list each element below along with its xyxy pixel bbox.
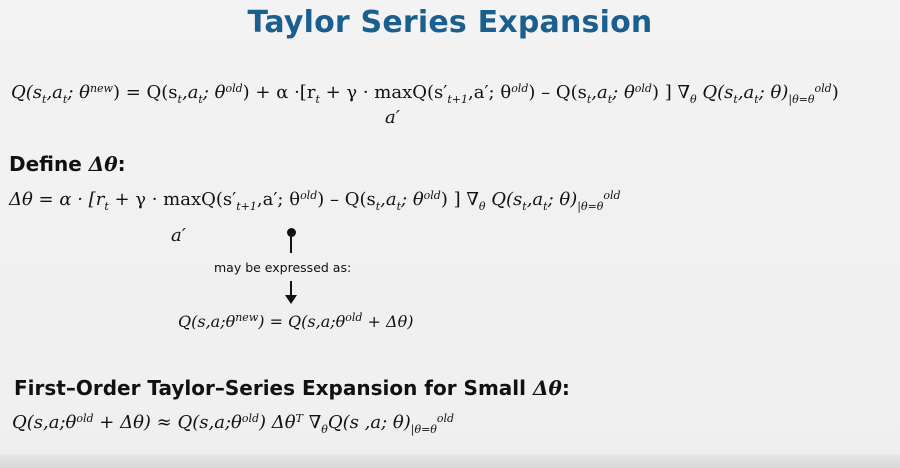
taylor-heading: First–Order Taylor–Series Expansion for Small Δθ: bbox=[14, 376, 570, 400]
bottom-strip bbox=[0, 454, 900, 468]
connector-line-upper bbox=[290, 235, 292, 253]
expressed-equation: $Q(s,a;\theta^{new})$ = $Q(s,a;\theta^{old} + \Delta\theta)$ bbox=[178, 311, 414, 331]
delta-theta-definition: $\Delta\theta = \alpha \cdot [r_t + \gamma \cdot \max Q(s'_{t+1},a'$; $\theta^{old}) - Q(s_t,a_t$; $\theta^{old}$) ] $\nabla_\theta$ $Q(s_t,a_t$; $\theta)_{|\theta=\theta}^{old}$ bbox=[9, 189, 621, 213]
define-heading: Define Δθ: bbox=[9, 152, 126, 176]
q-update-equation: $Q(s_t,a_t$; $\theta^{new}) = Q(s_t,a_t$; $\theta^{old}) + \alpha \cdot[r_t + \gamma \cdot \max Q(s'_{t+1},a'$; $\theta^{old}) - Q(s_t,a_t$; $\theta^{old}$) ] $\nabla_\theta$ $Q(s_t,a_t$; $\theta)_{|\theta=\theta}^{old}$) bbox=[11, 82, 839, 106]
max-under-label-top: a′ bbox=[385, 107, 400, 128]
max-under-label-bottom: a′ bbox=[171, 225, 186, 246]
slide-title: Taylor Series Expansion bbox=[247, 5, 653, 40]
down-arrow-icon bbox=[285, 295, 297, 304]
expression-note: may be expressed as: bbox=[214, 260, 352, 275]
taylor-equation: $Q(s,a;\theta^{old} + \Delta\theta)$ ≈ $Q(s,a;\theta^{old})$ $\Delta\theta^T$ $\nabla_\theta Q(s$ ,a; $\theta)_{|\theta=\theta}^{old}$ bbox=[12, 412, 455, 436]
